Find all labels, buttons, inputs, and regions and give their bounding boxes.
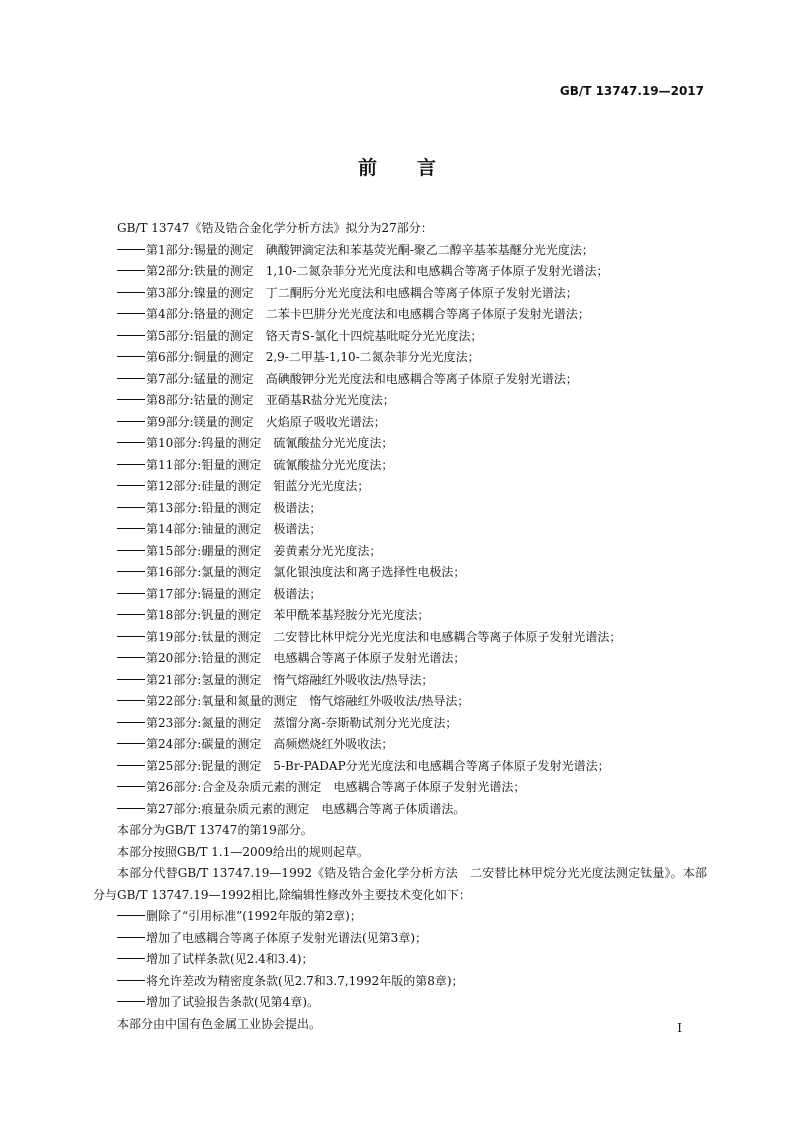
em-dash-mark xyxy=(117,722,145,723)
part-item xyxy=(93,369,707,391)
changes-list xyxy=(93,906,707,1014)
part-method: 丁二酮肟分光光度法和电感耦合等离子体原子发射光谱法； xyxy=(265,285,578,300)
part-name: 第26部分:合金及杂质元素的测定 xyxy=(146,780,322,794)
page-title: 前言 xyxy=(357,157,476,179)
part-name: 第6部分:铜量的测定 xyxy=(146,350,254,364)
part-item xyxy=(93,541,707,563)
part-name: 第11部分:钼量的测定 xyxy=(146,457,262,472)
part-item xyxy=(93,648,707,670)
part-name: 第12部分:硅量的测定 xyxy=(146,479,262,493)
part-method: 极谱法； xyxy=(273,586,322,601)
part-name: 第20部分:铪量的测定 xyxy=(146,651,262,665)
em-dash-mark xyxy=(117,700,145,701)
part-item xyxy=(93,390,707,412)
part-name: 第8部分:钴量的测定 xyxy=(146,393,254,407)
em-dash-mark xyxy=(117,270,145,271)
part-item xyxy=(93,433,707,455)
part-method: 苯甲酰苯基羟胺分光光度法； xyxy=(273,608,430,622)
change-item xyxy=(93,949,707,971)
part-method: 1,10-二氮杂菲分光光度法和电感耦合等离子体原子发射光谱法； xyxy=(265,264,609,278)
replace-paragraph: 本部分代替GB/T 13747.19—1992《锆及锆合金化学分析方法 二安替比林甲烷分光光度法测定钛量》。本部分与GB/T 13747.19—1992相比,除编辑性修改外主要技术变化如下： xyxy=(93,866,707,902)
part-item xyxy=(93,326,707,348)
part-name: 第23部分:氮量的测定 xyxy=(146,715,262,730)
change-text: 增加了试样条款(见2.4和3.4)； xyxy=(146,952,314,966)
part-name: 第14部分:铀量的测定 xyxy=(146,522,262,536)
part-item xyxy=(93,347,707,369)
intro-paragraph: GB/T 13747《锆及锆合金化学分析方法》拟分为27部分： xyxy=(117,221,433,235)
part-method: 蒸馏分离-奈斯勒试剂分光光度法； xyxy=(273,715,458,730)
em-dash-mark xyxy=(117,593,145,594)
part-item xyxy=(93,412,707,434)
part-name: 第1部分:锡量的测定 xyxy=(146,242,254,257)
part-method: 亚硝基R盐分光光度法； xyxy=(265,393,395,407)
standard-code: GB/T 13747.19—2017 xyxy=(559,84,704,98)
em-dash-mark xyxy=(117,399,145,400)
part-item xyxy=(93,261,707,283)
foreword-body xyxy=(93,218,707,1035)
part-method: 钼蓝分光光度法； xyxy=(273,479,370,493)
part-method: 二安替比林甲烷分光光度法和电感耦合等离子体原子发射光谱法； xyxy=(273,629,622,644)
em-dash-mark xyxy=(117,421,145,422)
part-method: 极谱法； xyxy=(273,522,322,536)
part-name: 第15部分:硼量的测定 xyxy=(146,543,262,558)
part-name: 第25部分:铌量的测定 xyxy=(146,758,262,773)
part-method: 电感耦合等离子体原子发射光谱法； xyxy=(273,651,466,665)
part-name: 第10部分:钨量的测定 xyxy=(146,436,262,450)
em-dash-mark xyxy=(117,442,145,443)
part-name: 第13部分:铅量的测定 xyxy=(146,500,262,515)
part-method: 铬天青S-氯化十四烷基吡啶分光光度法； xyxy=(265,328,483,343)
part-item xyxy=(93,283,707,305)
part-method: 氯化银浊度法和离子选择性电极法； xyxy=(273,565,466,579)
change-text: 将允许差改为精密度条款(见2.7和3.7,1992年版的第8章)； xyxy=(146,973,464,988)
part-method: 高碘酸钾分光光度法和电感耦合等离子体原子发射光谱法； xyxy=(265,371,578,386)
part-name: 第24部分:碳量的测定 xyxy=(146,737,262,751)
em-dash-mark xyxy=(117,378,145,379)
part-item xyxy=(93,734,707,756)
part-method: 电感耦合等离子体质谱法。 xyxy=(321,801,466,816)
em-dash-mark xyxy=(117,786,145,787)
part-name: 第18部分:钒量的测定 xyxy=(146,608,262,622)
part-item xyxy=(93,562,707,584)
part-item xyxy=(93,240,707,262)
em-dash-mark xyxy=(117,679,145,680)
part-method: 硫氰酸盐分光光度法； xyxy=(273,436,394,450)
part-item xyxy=(93,605,707,627)
part-method: 二苯卡巴肼分光光度法和电感耦合等离子体原子发射光谱法； xyxy=(265,307,590,321)
em-dash-mark xyxy=(117,915,145,916)
part-method: 硫氰酸盐分光光度法； xyxy=(273,457,394,472)
part-method: 火焰原子吸收光谱法； xyxy=(265,414,386,429)
parts-list xyxy=(93,240,707,821)
page-number: I xyxy=(677,1021,682,1035)
part-name: 第16部分:氯量的测定 xyxy=(146,565,262,579)
part-item xyxy=(93,670,707,692)
em-dash-mark xyxy=(117,335,145,336)
em-dash-mark xyxy=(117,765,145,766)
part-name: 第5部分:铝量的测定 xyxy=(146,328,254,343)
em-dash-mark xyxy=(117,980,145,981)
part-name: 第2部分:铁量的测定 xyxy=(146,264,254,278)
part-item xyxy=(93,777,707,799)
part-item xyxy=(93,713,707,735)
part-name: 第17部分:镉量的测定 xyxy=(146,586,262,601)
change-text: 增加了电感耦合等离子体原子发射光谱法(见第3章)； xyxy=(146,930,428,945)
part-item xyxy=(93,304,707,326)
part-method: 高频燃烧红外吸收法； xyxy=(273,737,394,751)
change-item xyxy=(93,992,707,1014)
em-dash-mark xyxy=(117,937,145,938)
rules-paragraph: 本部分按照GB/T 1.1—2009给出的规则起草。 xyxy=(117,844,369,859)
part-name: 第21部分:氢量的测定 xyxy=(146,672,262,687)
part-method: 碘酸钾滴定法和苯基荧光酮-聚乙二醇辛基苯基醚分光光度法； xyxy=(265,242,594,257)
part-item xyxy=(93,627,707,649)
em-dash-mark xyxy=(117,1001,145,1002)
em-dash-mark xyxy=(117,507,145,508)
part19-paragraph: 本部分为GB/T 13747的第19部分。 xyxy=(117,823,313,837)
em-dash-mark xyxy=(117,808,145,809)
em-dash-mark xyxy=(117,571,145,572)
part-method: 极谱法； xyxy=(273,500,322,515)
part-name: 第3部分:镍量的测定 xyxy=(146,285,254,300)
change-text: 增加了试验报告条款(见第4章)。 xyxy=(146,995,319,1009)
part-method: 姜黄素分光光度法； xyxy=(273,543,382,558)
em-dash-mark xyxy=(117,292,145,293)
part-name: 第19部分:钛量的测定 xyxy=(146,629,262,644)
em-dash-mark xyxy=(117,636,145,637)
em-dash-mark xyxy=(117,614,145,615)
part-item xyxy=(93,498,707,520)
change-text: 删除了“引用标准”(1992年版的第2章)； xyxy=(146,909,362,923)
part-item xyxy=(93,455,707,477)
part-item xyxy=(93,476,707,498)
part-name: 第4部分:铬量的测定 xyxy=(146,307,254,321)
part-method: 5-Br-PADAP分光光度法和电感耦合等离子体原子发射光谱法； xyxy=(273,758,610,773)
em-dash-mark xyxy=(117,313,145,314)
change-item xyxy=(93,971,707,993)
part-name: 第22部分:氧量和氮量的测定 xyxy=(146,694,298,708)
em-dash-mark xyxy=(117,528,145,529)
em-dash-mark xyxy=(117,485,145,486)
em-dash-mark xyxy=(117,550,145,551)
em-dash-mark xyxy=(117,464,145,465)
part-method: 2,9-二甲基-1,10-二氮杂菲分光光度法； xyxy=(265,350,480,364)
proposer-paragraph: 本部分由中国有色金属工业协会提出。 xyxy=(117,1016,322,1031)
em-dash-mark xyxy=(117,356,145,357)
part-method: 惰气熔融红外吸收法/热导法； xyxy=(273,672,434,687)
em-dash-mark xyxy=(117,958,145,959)
part-item xyxy=(93,799,707,821)
change-item xyxy=(93,906,707,928)
change-item xyxy=(93,928,707,950)
em-dash-mark xyxy=(117,657,145,658)
part-item xyxy=(93,584,707,606)
em-dash-mark xyxy=(117,249,145,250)
part-item xyxy=(93,519,707,541)
part-method: 惰气熔融红外吸收法/热导法； xyxy=(309,694,470,708)
part-item xyxy=(93,691,707,713)
part-name: 第9部分:镁量的测定 xyxy=(146,414,254,429)
part-name: 第27部分:痕量杂质元素的测定 xyxy=(146,801,310,816)
em-dash-mark xyxy=(117,743,145,744)
part-name: 第7部分:锰量的测定 xyxy=(146,371,254,386)
part-method: 电感耦合等离子体原子发射光谱法； xyxy=(333,780,526,794)
part-item xyxy=(93,756,707,778)
